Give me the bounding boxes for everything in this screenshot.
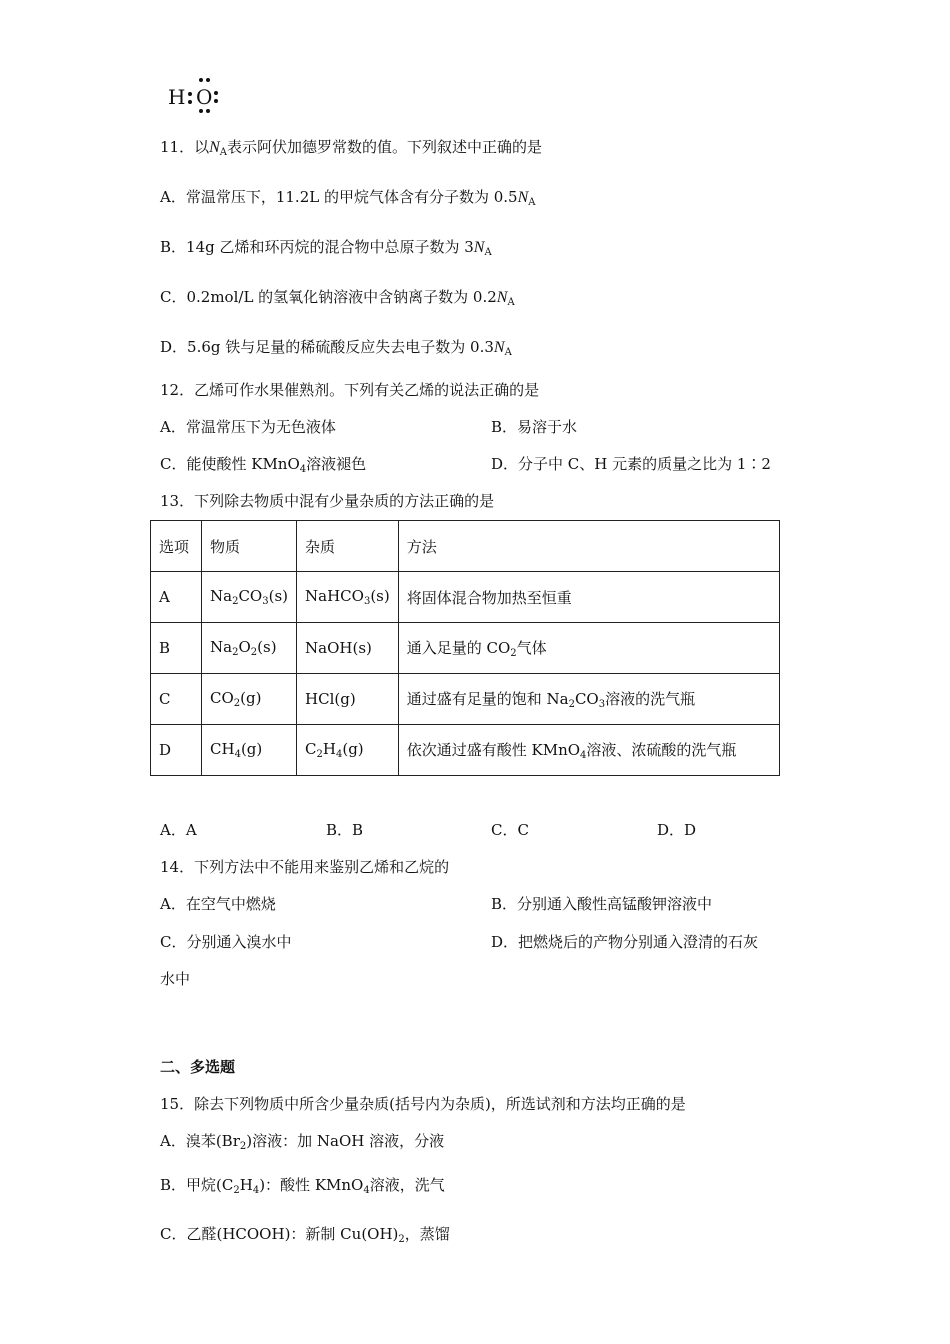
lewis-dot (188, 92, 192, 96)
header-substance: 物质 (202, 521, 297, 572)
q11-stem: 11．以$N_A$表示阿伏加德罗常数的值。下列叙述中正确的是 (160, 138, 543, 158)
cell-substance: $Na_2CO_3(s)$ (202, 572, 297, 623)
cell-substance: $CO_2(g)$ (202, 674, 297, 725)
lewis-dot (206, 78, 210, 82)
section-heading: 二、多选题 (160, 1058, 236, 1076)
cell-substance: $CH_4(g)$ (202, 725, 297, 776)
q15-option-b[interactable]: B．甲烷$(C_2H_4)$：酸性 KMnO$_4$溶液，洗气 (160, 1176, 445, 1196)
lewis-dot (199, 109, 203, 113)
cell-impurity: NaHCO$_3$(s) (297, 572, 399, 623)
header-method: 方法 (398, 521, 779, 572)
q11-option-a[interactable]: A．常温常压下，11.2L 的甲烷气体含有分子数为 $0.5N_A$ (160, 188, 536, 208)
cell-method: 将固体混合物加热至恒重 (398, 572, 779, 623)
q14-option-b[interactable]: B．分别通入酸性高锰酸钾溶液中 (491, 895, 713, 913)
table-header-row (151, 521, 780, 572)
table-row (151, 623, 780, 674)
q14-option-d[interactable]: D．把燃烧后的产物分别通入澄清的石灰 (491, 933, 759, 951)
q11-option-b[interactable]: B．14g 乙烯和环丙烷的混合物中总原子数为 $3N_A$ (160, 238, 492, 258)
cell-substance: $Na_2O_2(s)$ (202, 623, 297, 674)
q13-table (150, 520, 780, 776)
cell-option: D (151, 725, 202, 776)
q15-option-a[interactable]: A．溴苯$(Br_2)$溶液：加 NaOH 溶液，分液 (160, 1132, 445, 1152)
q12-option-b[interactable]: B．易溶于水 (491, 418, 578, 436)
cell-method: 通入足量的 $CO_2$气体 (398, 623, 779, 674)
table-row (151, 674, 780, 725)
cell-method: 依次通过盛有酸性 KMnO$_4$溶液、浓硫酸的洗气瓶 (398, 725, 779, 776)
lewis-dot (199, 78, 203, 82)
q11-option-c[interactable]: C．0.2mol/L 的氢氧化钠溶液中含钠离子数为 $0.2N_A$ (160, 288, 515, 308)
cell-impurity: $C_2H_4(g)$ (297, 725, 399, 776)
q13-answer-a[interactable]: A．A (160, 821, 197, 839)
q13-answer-d[interactable]: D．D (657, 821, 697, 839)
table-row (151, 572, 780, 623)
q12-option-c[interactable]: C．能使酸性 KMnO$_4$溶液褪色 (160, 455, 367, 475)
lewis-structure (168, 84, 228, 114)
q13-answer-b[interactable]: B．B (326, 821, 364, 839)
q13-stem: 13．下列除去物质中混有少量杂质的方法正确的是 (160, 492, 495, 510)
table-row (151, 725, 780, 776)
lewis-dot (214, 91, 218, 95)
cell-option: C (151, 674, 202, 725)
lewis-dot (214, 99, 218, 103)
q12-stem: 12．乙烯可作水果催熟剂。下列有关乙烯的说法正确的是 (160, 381, 540, 399)
q14-stem: 14．下列方法中不能用来鉴别乙烯和乙烷的 (160, 858, 450, 876)
q13-answer-c[interactable]: C．C (491, 821, 529, 839)
lewis-dot (188, 100, 192, 104)
q15-option-c[interactable]: C．乙醛(HCOOH)：新制 $Cu(OH)_2$，蒸馏 (160, 1225, 450, 1245)
lewis-dot (206, 109, 210, 113)
q12-option-d[interactable]: D．分子中 C、H 元素的质量之比为 1∶2 (491, 455, 771, 473)
cell-impurity: HCl(g) (297, 674, 399, 725)
header-impurity: 杂质 (297, 521, 399, 572)
q11-option-d[interactable]: D．5.6g 铁与足量的稀硫酸反应失去电子数为 $0.3N_A$ (160, 338, 512, 358)
lewis-o: O (196, 85, 213, 109)
cell-option: B (151, 623, 202, 674)
cell-impurity: NaOH(s) (297, 623, 399, 674)
header-option: 选项 (151, 521, 202, 572)
cell-option: A (151, 572, 202, 623)
cell-method: 通过盛有足量的饱和 $Na_2CO_3$溶液的洗气瓶 (398, 674, 779, 725)
q14-option-d-continued: 水中 (160, 970, 191, 988)
q14-option-a[interactable]: A．在空气中燃烧 (160, 895, 276, 913)
lewis-h: H (168, 85, 186, 109)
q15-stem: 15．除去下列物质中所含少量杂质(括号内为杂质)，所选试剂和方法均正确的是 (160, 1095, 686, 1113)
q14-option-c[interactable]: C．分别通入溴水中 (160, 933, 292, 951)
q12-option-a[interactable]: A．常温常压下为无色液体 (160, 418, 336, 436)
